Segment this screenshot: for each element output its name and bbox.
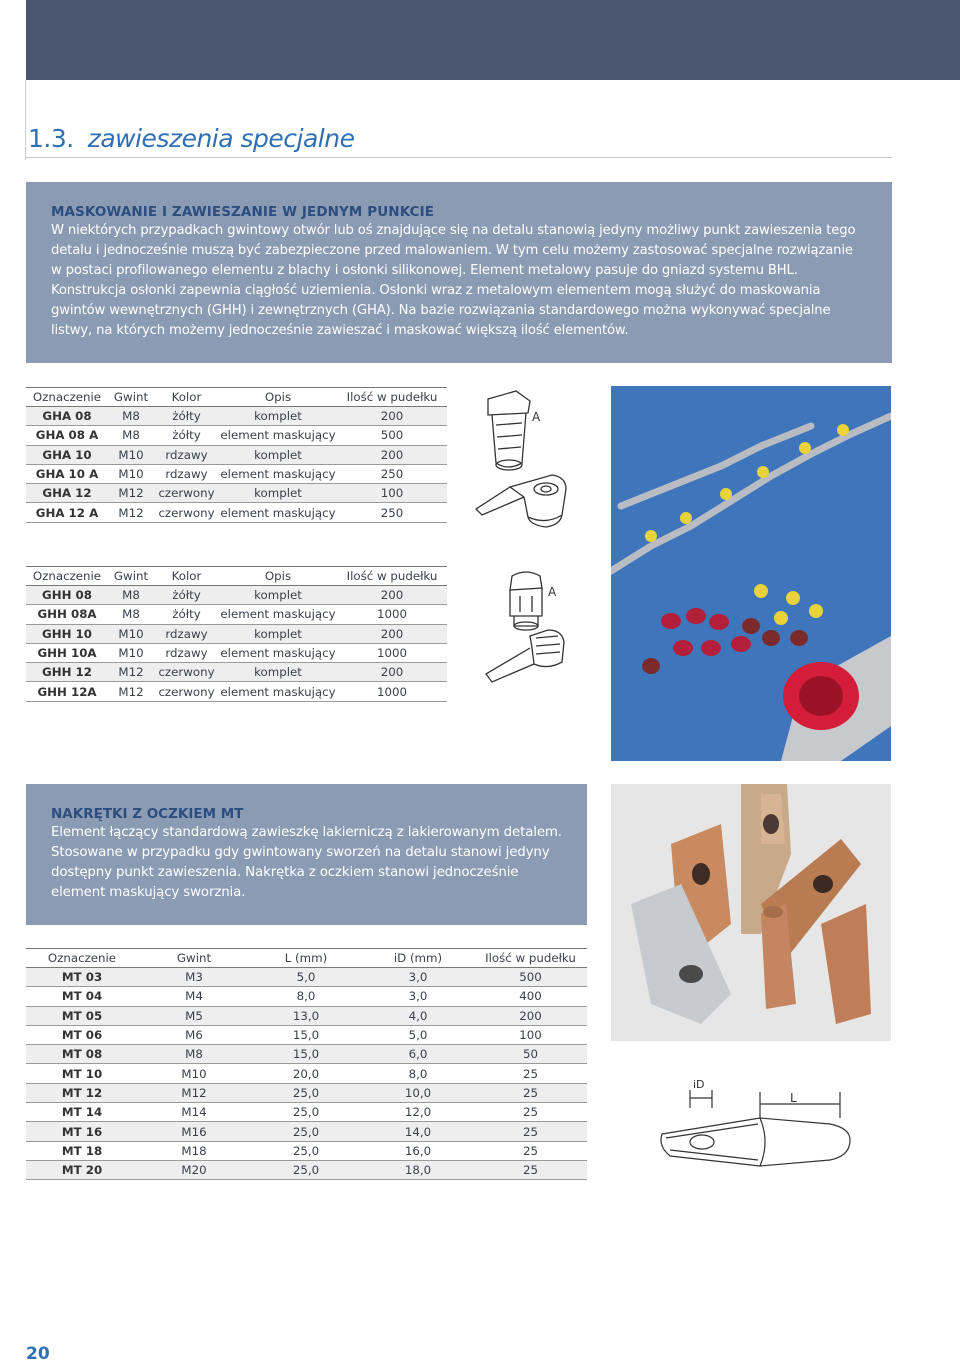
table-cell: M6 — [138, 1025, 250, 1044]
table-cell: M8 — [108, 586, 154, 605]
table-row — [26, 1025, 587, 1044]
table-cell: 25 — [474, 1141, 587, 1160]
column-header: L (mm) — [250, 949, 362, 968]
ghh-label-a: A — [548, 585, 557, 599]
table-cell: M10 — [108, 464, 154, 483]
table-cell: 8,0 — [250, 987, 362, 1006]
column-header: Gwint — [108, 388, 154, 407]
mt-body: Element łączący standardową zawieszkę lakierniczą z lakierowanym detalem. Stosowane w przypadku gdy gwintowany sworzeń na detalu stanowi jedyny dostępny punkt zawieszenia. Nakrętka z oczkiem stanowi jednocześnie element maskujący sworznia. — [51, 825, 562, 900]
table-cell: rdzawy — [154, 445, 219, 464]
table-cell: 15,0 — [250, 1025, 362, 1044]
table-row — [26, 407, 447, 426]
table-cell: 25,0 — [250, 1160, 362, 1179]
table-cell: 20,0 — [250, 1064, 362, 1083]
table-cell: M3 — [138, 968, 250, 987]
masking-caps-photo — [611, 386, 891, 761]
table-row — [26, 503, 447, 522]
intro-body: W niektórych przypadkach gwintowy otwór lub oś znajdujące się na detalu stanowią jedyny możliwy punkt zawieszenia tego detalu i jednocześnie muszą być zabezpieczone przed malowaniem. W tym celu możemy zastosować specjalne rozwiązanie w postaci profilowanego elementu z blachy i osłonki silikonowej. Element metalowy pasuje do gniazd systemu BHL. Konstrukcja osłonki zapewnia ciągłość uziemienia. Osłonki wraz z metalowym elementem mogą służyć do maskowania gwintów wewnętrznych (GHH) i zewnętrznych (GHA). Na bazie rozwiązania standardowego można wykonywać specjalne listwy, na których możemy jednocześnie zawieszać i maskować większą ilość elementów. — [51, 223, 856, 338]
gha-label-a: A — [532, 410, 541, 424]
table-row — [26, 968, 587, 987]
table-cell: MT 04 — [26, 987, 138, 1006]
table-cell: GHH 12A — [26, 682, 108, 701]
table-cell: 12,0 — [362, 1103, 474, 1122]
section-number: 1.3. — [28, 124, 74, 153]
table-cell: 200 — [337, 586, 447, 605]
table-cell: 200 — [337, 445, 447, 464]
table-cell: czerwony — [154, 503, 219, 522]
table-cell: MT 05 — [26, 1006, 138, 1025]
table-cell: GHA 08 — [26, 407, 108, 426]
table-cell: komplet — [219, 407, 337, 426]
table-row — [26, 1122, 587, 1141]
table-cell: 25,0 — [250, 1122, 362, 1141]
table-cell: 250 — [337, 503, 447, 522]
table-cell: M10 — [108, 445, 154, 464]
table-header-row — [26, 949, 587, 968]
table-cell: 200 — [337, 407, 447, 426]
column-header: Opis — [219, 388, 337, 407]
table-cell: MT 20 — [26, 1160, 138, 1179]
table-cell: M12 — [138, 1083, 250, 1102]
table-cell: GHA 08 A — [26, 426, 108, 445]
column-header: Ilość w pudełku — [337, 388, 447, 407]
table-cell: 250 — [337, 464, 447, 483]
table-cell: 25 — [474, 1103, 587, 1122]
table-cell: 25,0 — [250, 1103, 362, 1122]
table-cell: element maskujący — [219, 464, 337, 483]
column-header: Oznaczenie — [26, 949, 138, 968]
table-row — [26, 1103, 587, 1122]
table-cell: M12 — [108, 503, 154, 522]
table-cell: M10 — [108, 624, 154, 643]
gha-table — [26, 387, 447, 523]
table-cell: czerwony — [154, 682, 219, 701]
table-cell: rdzawy — [154, 624, 219, 643]
mt-technical-drawing — [650, 1078, 890, 1188]
mt-label-l: L — [790, 1091, 797, 1105]
table-cell: element maskujący — [219, 605, 337, 624]
table-cell: 200 — [337, 624, 447, 643]
ghh-technical-drawing — [478, 566, 588, 696]
table-cell: 500 — [337, 426, 447, 445]
column-header: Oznaczenie — [26, 388, 108, 407]
table-cell: 4,0 — [362, 1006, 474, 1025]
table-cell: komplet — [219, 586, 337, 605]
column-header: Kolor — [154, 388, 219, 407]
table-cell: komplet — [219, 445, 337, 464]
table-row — [26, 484, 447, 503]
table-cell: MT 14 — [26, 1103, 138, 1122]
table-cell: żółty — [154, 407, 219, 426]
table-row — [26, 1083, 587, 1102]
page-number: 20 — [26, 1344, 50, 1364]
table-cell: GHA 12 A — [26, 503, 108, 522]
table-row — [26, 1141, 587, 1160]
mt-lugs-photo — [611, 784, 891, 1041]
table-cell: MT 10 — [26, 1064, 138, 1083]
table-cell: 18,0 — [362, 1160, 474, 1179]
table-cell: GHH 12 — [26, 663, 108, 682]
table-cell: 1000 — [337, 605, 447, 624]
table-cell: GHH 08 — [26, 586, 108, 605]
table-cell: 25 — [474, 1083, 587, 1102]
table-row — [26, 464, 447, 483]
table-cell: M12 — [108, 484, 154, 503]
table-cell: komplet — [219, 663, 337, 682]
table-cell: żółty — [154, 605, 219, 624]
table-cell: GHA 12 — [26, 484, 108, 503]
table-cell: M12 — [108, 682, 154, 701]
table-cell: 8,0 — [362, 1064, 474, 1083]
table-row — [26, 643, 447, 662]
table-row — [26, 663, 447, 682]
table-cell: GHA 10 A — [26, 464, 108, 483]
table-cell: 3,0 — [362, 968, 474, 987]
table-cell: M4 — [138, 987, 250, 1006]
table-cell: M10 — [108, 643, 154, 662]
table-row — [26, 586, 447, 605]
table-row — [26, 1064, 587, 1083]
table-row — [26, 426, 447, 445]
table-cell: element maskujący — [219, 682, 337, 701]
table-cell: 25 — [474, 1064, 587, 1083]
table-cell: 500 — [474, 968, 587, 987]
page-title — [28, 124, 354, 153]
ghh-table — [26, 566, 447, 702]
intro-heading: MASKOWANIE I ZAWIESZANIE W JEDNYM PUNKCIE — [51, 204, 435, 220]
table-cell: M5 — [138, 1006, 250, 1025]
table-cell: M8 — [108, 605, 154, 624]
table-row — [26, 1160, 587, 1179]
table-cell: 100 — [337, 484, 447, 503]
table-cell: element maskujący — [219, 426, 337, 445]
table-cell: M14 — [138, 1103, 250, 1122]
table-cell: 6,0 — [362, 1045, 474, 1064]
table-cell: 16,0 — [362, 1141, 474, 1160]
table-cell: czerwony — [154, 663, 219, 682]
table-row — [26, 605, 447, 624]
table-cell: element maskujący — [219, 503, 337, 522]
table-cell: 25 — [474, 1122, 587, 1141]
intro-box — [26, 182, 892, 363]
table-cell: GHH 08A — [26, 605, 108, 624]
table-row — [26, 1006, 587, 1025]
section-title: zawieszenia specjalne — [87, 124, 355, 153]
table-cell: M18 — [138, 1141, 250, 1160]
column-header: Gwint — [138, 949, 250, 968]
table-cell: 15,0 — [250, 1045, 362, 1064]
table-header-row — [26, 567, 447, 586]
table-cell: 10,0 — [362, 1083, 474, 1102]
table-cell: M10 — [138, 1064, 250, 1083]
table-cell: żółty — [154, 586, 219, 605]
mt-description-box — [26, 784, 587, 925]
table-cell: 5,0 — [362, 1025, 474, 1044]
gha-technical-drawing — [470, 385, 590, 535]
table-header-row — [26, 388, 447, 407]
table-cell: czerwony — [154, 484, 219, 503]
table-cell: rdzawy — [154, 643, 219, 662]
title-divider — [26, 157, 892, 158]
table-cell: MT 16 — [26, 1122, 138, 1141]
table-cell: M20 — [138, 1160, 250, 1179]
table-cell: 1000 — [337, 643, 447, 662]
table-cell: 200 — [474, 1006, 587, 1025]
table-cell: GHA 10 — [26, 445, 108, 464]
table-cell: M8 — [108, 426, 154, 445]
mt-label-id: iD — [693, 1078, 705, 1091]
table-row — [26, 445, 447, 464]
table-cell: M8 — [138, 1045, 250, 1064]
table-cell: 25 — [474, 1160, 587, 1179]
column-header: Gwint — [108, 567, 154, 586]
table-cell: GHH 10A — [26, 643, 108, 662]
column-header: Ilość w pudełku — [337, 567, 447, 586]
table-cell: rdzawy — [154, 464, 219, 483]
table-cell: 200 — [337, 663, 447, 682]
column-header: Kolor — [154, 567, 219, 586]
table-row — [26, 624, 447, 643]
table-cell: 3,0 — [362, 987, 474, 1006]
column-header: Ilość w pudełku — [474, 949, 587, 968]
table-row — [26, 682, 447, 701]
table-cell: MT 08 — [26, 1045, 138, 1064]
table-cell: 400 — [474, 987, 587, 1006]
table-row — [26, 987, 587, 1006]
margin-line — [25, 80, 26, 160]
column-header: iD (mm) — [362, 949, 474, 968]
table-cell: 5,0 — [250, 968, 362, 987]
table-cell: 25,0 — [250, 1083, 362, 1102]
table-cell: element maskujący — [219, 643, 337, 662]
table-cell: 14,0 — [362, 1122, 474, 1141]
table-cell: MT 06 — [26, 1025, 138, 1044]
table-cell: MT 12 — [26, 1083, 138, 1102]
table-cell: 13,0 — [250, 1006, 362, 1025]
column-header: Oznaczenie — [26, 567, 108, 586]
mt-table — [26, 948, 587, 1180]
table-cell: MT 03 — [26, 968, 138, 987]
table-cell: M16 — [138, 1122, 250, 1141]
top-banner — [26, 0, 960, 80]
table-cell: komplet — [219, 624, 337, 643]
table-cell: żółty — [154, 426, 219, 445]
table-cell: 100 — [474, 1025, 587, 1044]
table-cell: 1000 — [337, 682, 447, 701]
table-cell: komplet — [219, 484, 337, 503]
table-row — [26, 1045, 587, 1064]
column-header: Opis — [219, 567, 337, 586]
table-cell: M8 — [108, 407, 154, 426]
table-cell: MT 18 — [26, 1141, 138, 1160]
table-cell: GHH 10 — [26, 624, 108, 643]
table-cell: 50 — [474, 1045, 587, 1064]
mt-heading: NAKRĘTKI Z OCZKIEM MT — [51, 806, 244, 822]
table-cell: 25,0 — [250, 1141, 362, 1160]
table-cell: M12 — [108, 663, 154, 682]
